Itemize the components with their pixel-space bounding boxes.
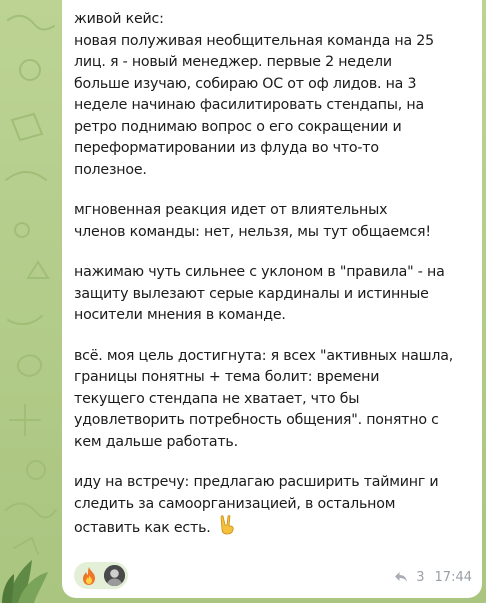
message-line: больше изучаю, собираю ОС от оф лидов. на 3 [74,75,417,92]
message-paragraph [74,200,472,243]
message-line: границы понятны + тема болит: времени [74,369,380,385]
message-time: 17:44 [434,569,472,585]
message-line: удовлетворить потребность общения". понятно с [74,412,439,428]
message-line: следить за самоорганизацией, в остальном [74,495,396,512]
message-meta [394,568,472,586]
message-line: кем дальше работать. [74,433,238,450]
reactions-pill[interactable] [74,562,128,589]
message-text [74,9,472,540]
message-line [74,515,472,540]
message-paragraph [74,346,472,454]
avatar-photo-icon [104,565,125,586]
message-line: иду на встречу: предлагаю расширить тайминг и [74,474,439,490]
victory-hand-icon [219,515,235,535]
message-line: членов команды: нет, нельзя, мы тут общаемся! [74,223,431,240]
message-paragraph [74,9,472,181]
message-line: полезное. [74,161,147,178]
message-bubble[interactable] [62,0,482,598]
fire-icon [80,566,98,586]
message-paragraph [74,472,472,540]
message-line: переформатировании из флуда во что-то [74,140,379,156]
message-line: неделе начинаю фасилитировать стендапы, на [74,97,424,113]
message-line: всё. моя цель достигнута: я всех "активных нашла, [74,347,454,364]
message-line: ретро поднимаю вопрос о его сокращении и [74,118,402,135]
reply-arrow-icon[interactable] [394,571,408,583]
message-line: защиту вылезают серые кардиналы и истинные [74,285,429,302]
message-paragraph [74,262,472,327]
reply-count[interactable]: 3 [416,569,425,585]
reactor-avatar[interactable] [104,565,125,586]
message-line: носители мнения в команде. [74,307,286,323]
message-line: мгновенная реакция идет от влиятельных [74,202,388,218]
message-line: лиц. я - новый менеджер. первые 2 недели [74,54,392,70]
message-line: живой кейс: [74,11,164,27]
message-line: новая полуживая необщительная команда на 25 [74,32,434,49]
message-line-text: оставить как есть. [74,520,211,536]
message-line: текущего стендапа не хватает, что бы [74,390,360,407]
message-line: нажимаю чуть сильнее с уклоном в "правила" - на [74,264,445,280]
message-footer [74,562,472,590]
